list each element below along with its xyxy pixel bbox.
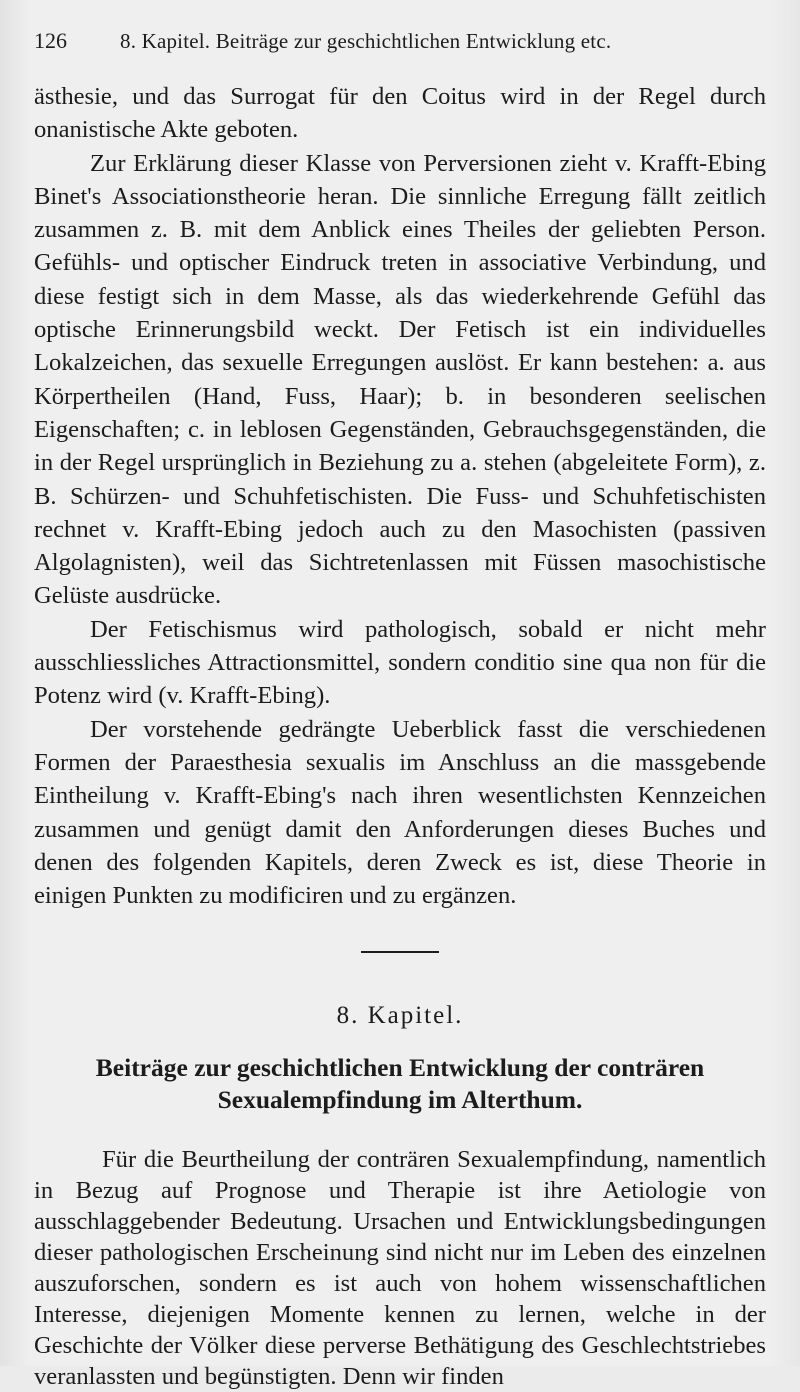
chapter-text — [34, 1144, 766, 1392]
divider-rule — [361, 951, 439, 953]
paragraph-fetish-pathology: Der Fetischismus wird pathologisch, sobald er nicht mehr ausschliessliches Attractionsmittel, sondern conditio sine qua non für die Potenz wird (v. Krafft-Ebing). — [34, 615, 766, 710]
running-title: 8. Kapitel. Beiträge zur geschichtlichen Entwicklung etc. — [120, 29, 612, 53]
chapter-number: 8. Kapitel. — [336, 1002, 464, 1030]
previous-chapter-text — [34, 80, 766, 912]
paragraph-fetish-theory: Zur Erklärung dieser Klasse von Perversionen zieht v. Krafft-Ebing Binet's Associationstheorie heran. Die sinnliche Erregung fällt zeitlich zusammen z. B. mit dem Anblick eines Theiles der geliebten Person. Gefühls- und optischer Eindruck treten in associative Verbindung, und diese festigt sich in dem Masse, als das wiederkehrende Gefühl das optische Erinnerungsbild weckt. Der Fetisch ist ein individuelles Lokalzeichen, das sexuelle Erregungen auslöst. Er kann bestehen: a. aus Körpertheilen (Hand, Fuss, Haar); b. in besonderen seelischen Eigenschaften; c. in leblosen Gegenständen, Gebrauchsgegenständen, die in der Regel ursprünglich in Beziehung zu a. stehen (abgeleitete Form), z. B. Schürzen- und Schuhfetischisten. Die Fuss- und Schuhfetischisten rechnet v. Krafft-Ebing jedoch auch zu den Masochisten (passiven Algolagnisten), weil das Sichtretenlassen mit Füssen masochistische Gelüste ausdrücke. — [34, 149, 766, 610]
page-header — [34, 28, 766, 64]
chapter-title: Beiträge zur geschichtlichen Entwicklung der conträren Sexualempfindung im Alterthum. — [95, 1053, 705, 1115]
paragraph-summary: Der vorstehende gedrängte Ueberblick fasst die verschiedenen Formen der Paraesthesia sexualis im Anschluss an die massgebende Eintheilung v. Krafft-Ebing's nach ihren wesentlichsten Kennzeichen zusammen und genügt damit den Anforderungen dieses Buches und denen des folgenden Kapitels, deren Zweck es ist, diese Theorie in einigen Punkten zu modificiren und zu ergänzen. — [34, 715, 766, 910]
section-divider — [34, 912, 766, 992]
paragraph-continuation: ästhesie, und das Surrogat für den Coitus wird in der Regel durch onanistische Akte geboten. — [34, 83, 766, 144]
page-number: 126 — [34, 28, 67, 53]
paragraph-chapter-intro: Für die Beurtheilung der conträren Sexualempfindung, namentlich in Bezug auf Prognose und Therapie ist ihre Aetiologie von ausschlaggebender Bedeutung. Ursachen und Entwicklungsbedingungen dieser pathologischen Erscheinung sind nicht nur im Leben des einzelnen auszuforschen, sondern es ist auch von hohem wissenschaftlichen Interesse, diejenigen Momente kennen zu lernen, welche in der Geschichte der Völker diese perverse Bethätigung des Geschlechtstriebes veranlassten und begünstigten. Denn wir finden — [34, 1146, 766, 1391]
